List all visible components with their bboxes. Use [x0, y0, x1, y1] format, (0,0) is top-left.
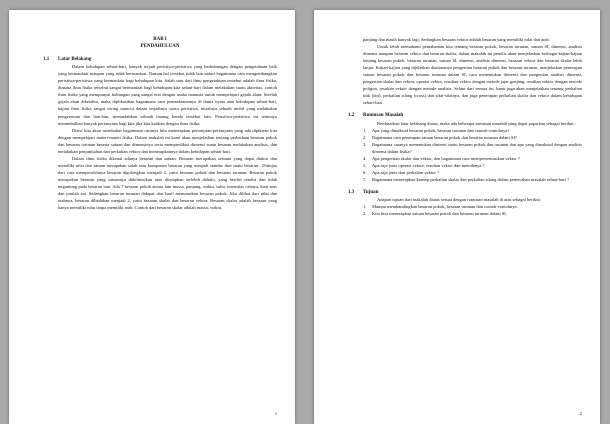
- list-number: 2.: [363, 211, 367, 217]
- list-item: [363, 210, 582, 217]
- list-item: [363, 176, 582, 183]
- list-text: Mampu membandingkan besaran pokok, besaran turunan dan contoh-contohnya.: [372, 204, 518, 210]
- section-title: Tujuan: [363, 190, 379, 196]
- paragraph: Adapun tujuan dari makalah diatas sesuai dengan rumusan masalah di atas sebagai berikut:: [377, 197, 541, 203]
- list-number: 6.: [363, 170, 367, 175]
- numbered-list: [348, 127, 582, 183]
- list-item: [363, 127, 582, 134]
- paragraph: panjang dan masih banyak lagi. Sedangkan besaran vektor adalah besaran yang memiliki nilai dan arah.: [363, 37, 550, 42]
- page-number: 1: [274, 411, 277, 416]
- list-text: Bagaimana cara penerapan satuan besaran pokok dan besaran turunan dalam SI?: [372, 134, 517, 140]
- list-text: Apa saja jenis dari perkalian vektor ?: [372, 170, 439, 175]
- section-number: 1.1: [43, 57, 50, 62]
- section-number: 1.2: [348, 113, 355, 119]
- page-number: 2: [579, 411, 582, 416]
- paragraph: Berdasarkan latar belakang diatas, maka ada beberapa rumusan masalah yang dapat paparkan sebagai berikut :: [377, 120, 577, 126]
- section-title: Rumusan Masalah: [363, 113, 404, 119]
- list-item: [363, 203, 582, 210]
- list-text: Kita bisa menerapkan satuan besaran pokok dan besaran turunan dalam SI.: [372, 211, 507, 217]
- section-title: Latar Belakang: [58, 57, 92, 62]
- paragraph: Disisi kita akan membahas bagaimana caranya kita menerapkan pertanyaan-pertanyaan yang ada dipikiran kita dengan mempelajari materi-materi fisika. Dalam makalah ini kami akan menjelaskan tentang perbedaan besaran pokok dan besaran turunan beserta satuan dan dimensinya serta mempredikisi dimensi suatu besaran melakukan analisis, dan melakukan penjumlahan dan perkalian vektor dan menerapkannya dalam kehidupan sehari-hari.: [58, 127, 277, 154]
- section-heading: [348, 112, 582, 119]
- list-text: Bagaimana menerapkan konsep perkalian skalar dan perkalian silang dalam pemecahan masalah sehari-hari ?: [372, 177, 570, 183]
- list-item: [363, 155, 582, 162]
- list-number: 3.: [363, 141, 367, 147]
- list-text: Apa pengertian skalar dan vektor, dan bagaimana cara mempresentasikan vektor ?: [372, 155, 520, 161]
- section-heading: [348, 189, 582, 196]
- list-item: [363, 162, 582, 169]
- list-number: 5.: [363, 162, 367, 168]
- paragraph: Dalam kehidupan sehari-hari, banyak terjadi peristiwa-peristiwa yang berhubungan dengan pengetahuan baik yang bermanfaat maupun yang tidak bermanfaat. Namun hal tersebut tidak lain sadari bagaimana cara mengembangkan peristiwa-peristiwa yang bermanfaat bagi kehidupan kita. Salah satu dari ilmu pengetahuan tersebut adalah ilmu fisika, dimana ilmu fisika tersebut sangat bermanfaat bagi kehidupan kita sehari-hari dalam melakukan suatu aktivitas, contoh ilmu fisika yang mempunyai hubungan yang sangat erat dengan usaha manusia untuk mempelajari gejala alam. Setelah gejala alam diketahui, maka diplikasikan bagaimana cara pemanfaatannya di dunia nyata atau kehidupan sehari-hari, kajian ilmu fisika sangat sering muncul dalam terjadinya suatu peristiwa, misalnya sebuah mobil yang melakukan pengereman dan lain-lain, memudahkan sebuah barang benda tersebut lain. Peristiwa-peristiwa ini tentunya menimbulkan banyak pertanyaan bagi kita jika kita kaitkan dengan ilmu fisika.: [58, 64, 277, 126]
- list-item: [363, 134, 582, 141]
- section-number: 1.3: [348, 190, 355, 196]
- paragraph: Untuk lebih memahami pemahaman kita tentang besaran pokok, besaran turunan, satuan SI, dimensi, analisis dimensi maupun besaran vektor dan besaran skalar, dalam makalah ini penulis akan menjelaskan berbagai kajian-kajian tentang besaran pokok, besaran turunan, satuan SI, dimensi, analisis dimensi, besaran vektor dan besaran skalar lebih lanjut. Kajian-kajian yang dijelaskan diantaranya pengertian besaran pokok dan besaran turunan, menjelaskan penerapan satuan besaran pokok dan besaran turunan dalam SI, cara menentukan dimensi dan pengertian analisis dimensi, pengertian skalar dan vektor, operasi vektor, resultan vektor dengan metode jajar genjang, resultan vektor dengan metode poligon, resultan vektor dengan metode analisis. Selain dari semua itu, kami juga akan menjelaskan tentang perkalian titik (dot), perkalian silang (cross) dan sifat-sifatnya, dan juga penerapan perkalian skalar dan vektor dalam kehidupan sehari-hari.: [363, 44, 582, 106]
- document-page-1[interactable]: [9, 10, 295, 424]
- document-page-2[interactable]: [314, 10, 600, 424]
- list-number: 1.: [363, 127, 367, 133]
- paragraph: Dalam ilmu fisika dikenal adanya besaran dan satuan. Besaran merupakan sesuatu yang dapat diukur dan memiliki nilai dan satuan merupakan salah satu komponen besaran yang menjadi standar dari suatu besaran . Ditinjau dari cara memperolehnya besaran digolongkan menjadi 2, yaitu besaran pokok dan besaran turunan. Besaran pokok merupakan besaran yang satuannya didefinisikan atau ditetapkan terlebih dahulu, yang berdiri sendiri dan tidak tergantung pada besaran lain. Ada 7 besaran pokok antara lain massa, panjang, waktu, suhu, intensitas cahaya, kuat arus dan jumlah zat. Sedangkan besaran turunan didapat dari hasil menurunkan besaran pokok. Jika dilihat dari nilai dan arahnya, besaran dibedakan menjadi 2, yaitu besaran skalar dan besaran vektor. Besaran skalar adalah besaran yang hanya memiliki nilai tanpa memiliki arah. Contoh dari besaran skalar adalah massa, waktu,: [58, 155, 277, 211]
- list-text: Bagaimana caranya menentukan dimensi suatu besaran pokok dan turunan dan apa yang dimaksud dengan analisis dimensi dalam fisika?: [372, 141, 582, 154]
- list-number: 1.: [363, 204, 367, 210]
- section-heading: [43, 56, 277, 63]
- numbered-list: [348, 203, 582, 217]
- list-number: 4.: [363, 155, 367, 161]
- list-item: [363, 141, 582, 155]
- list-text: Apa saja jenis operasi vektor, resultan vektor dan metodenya ?: [372, 162, 485, 168]
- list-text: Apa yang dimaksud besaran pokok, besaran turunan dan contoh-contohnya?: [372, 127, 510, 133]
- list-number: 7.: [363, 177, 367, 183]
- chapter-label: BAB I: [153, 37, 167, 42]
- list-number: 2.: [363, 134, 367, 140]
- chapter-title: PENDAHULUAN: [140, 44, 180, 49]
- list-item: [363, 169, 582, 176]
